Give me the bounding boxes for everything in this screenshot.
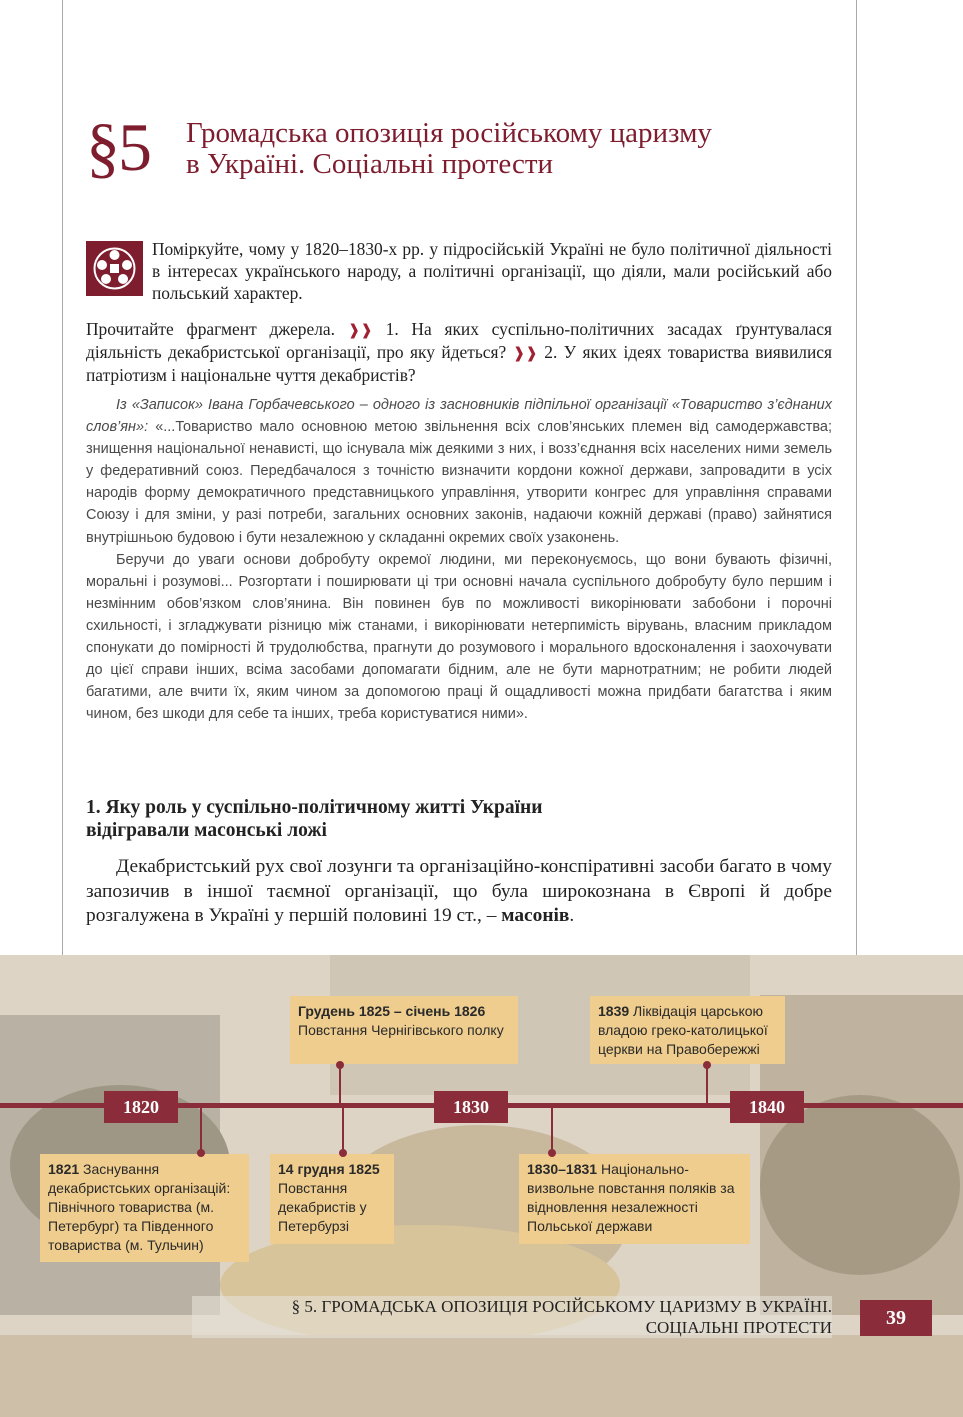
event-dot <box>336 1061 344 1069</box>
source-paragraph-2: Беручи до уваги основи добробуту окремої людини, ми переконуємось, що вони бувають фізичні, моральні і розумові... Розгортати і поширювати ці три основні начала суспільного добробуту було першим і незмінним обов’язком слов’янина. Він повинен був по можливості викорінювати забобони і порочні схильності, і згладжувати різницю між станами, і викорінювати нетерпимість вірувань, власним прикладом спонукати до помірності й трудолюбства, прагнути до розумового і морального вдосконалення і заохочувати до цієї справи інших, всіма засобами допомагати бідним, але не бути марнотратним; не робити людей багатими, але вчити їх, яким чином за допомогою праці й ощадливості можна придбати багатства і яким чином, без шкоди для себе та інших, треба користуватися ними». <box>86 551 832 723</box>
event-connector <box>551 1107 553 1154</box>
arrow-icon: ❱❱ <box>347 321 373 339</box>
timeline <box>0 955 963 1417</box>
section-title-line1: Громадська опозиція російському царизму <box>186 117 712 149</box>
subsection-heading-line1: 1. Яку роль у суспільно-політичному житті України <box>86 797 543 818</box>
event-text: Повстання Чернігівського полку <box>298 1022 504 1038</box>
think-task: Поміркуйте, чому у 1820–1830-х рр. у підросійській Україні не було політичної діяльності в інтересах українського народу, а політичні організації, що діяли, мали російський або польський характер. <box>152 239 832 303</box>
event-text: Ліквідація царською владою греко-католицької церкви на Правобережжі <box>598 1003 768 1057</box>
running-title-line1: § 5. ГРОМАДСЬКА ОПОЗИЦІЯ РОСІЙСЬКОМУ ЦАРИЗМУ В УКРАЇНІ. <box>291 1297 832 1316</box>
timeline-event <box>519 1154 750 1244</box>
read-question-2: 2. У яких ідеях товариства виявилися патріотизм і національне чуття декабристів? <box>86 342 832 385</box>
read-question-1: 1. На яких суспільно-політичних засадах ґрунтувалася діяльність декабристської організації, про яку йдеться? <box>86 319 832 362</box>
right-margin-line <box>856 0 857 960</box>
timeline-event <box>590 996 785 1064</box>
event-connector <box>200 1107 202 1154</box>
section-number: §5 <box>86 109 150 185</box>
event-date: Грудень 1825 – січень 1826 <box>298 1003 486 1019</box>
running-title <box>192 1296 832 1338</box>
event-date: 1839 <box>598 1003 630 1019</box>
timeline-event <box>270 1154 394 1244</box>
body-text: Декабристський рух свої лозунги та організаційно-конспіративні засоби багато в чому запозичив в іншої таємної організації, що була широкознана в Європі й добре розгалужена в Україні у першій половині 19 ст., – <box>86 856 832 926</box>
event-connector <box>342 1107 344 1154</box>
year-marker-1830: 1830 <box>434 1091 508 1123</box>
event-dot <box>197 1149 205 1157</box>
left-margin-line <box>62 0 63 960</box>
page-number: 39 <box>860 1300 932 1336</box>
section-title-line2: в Україні. Соціальні протести <box>186 148 554 180</box>
event-text: Заснування декабристських організацій: Північного товариства (м. Петербург) та Південного товариства (м. Тульчин) <box>48 1161 231 1253</box>
event-date: 1821 <box>48 1161 80 1177</box>
event-date: 1830–1831 <box>527 1161 598 1177</box>
source-excerpt <box>86 394 832 725</box>
body-end: . <box>569 905 575 926</box>
event-text: Повстання декабристів у Петербурзі <box>278 1180 367 1234</box>
group-discussion-icon <box>86 241 143 296</box>
timeline-event <box>40 1154 249 1262</box>
source-paragraph-1: «...Товариство мало основною метою звільнення всіх слов’янських племен від самодержавства; знищення національної ненависті, що існувала між деякими з них, і возз’єднання всіх населених ними земель у федеративний союз. Передбачалося з точністю визначити кордони кожної держави, запровадити в усіх народів форму демократичного представницького управління, утворити конгрес для управління справами Союзу і для зміни, у разі потреби, загальних основних законів, надаючи кожній державі (право) зайнятися внутрішньою будовою і бути незалежною у складанні окремих своїх узаконень. <box>86 419 832 546</box>
body-paragraph <box>86 855 832 929</box>
event-connector <box>339 1064 341 1104</box>
year-marker-1840: 1840 <box>730 1091 804 1123</box>
year-marker-1820: 1820 <box>104 1091 178 1123</box>
source-attribution: Із «Записок» Івана Горбачевського – одного із засновників підпільної організації «Товариство з’єднаних слов’ян»: <box>86 397 832 436</box>
event-date: 14 грудня 1825 <box>278 1161 380 1177</box>
event-text: Національно-визвольне повстання поляків за відновлення незалежності Польської держави <box>527 1161 735 1234</box>
read-task <box>86 318 832 386</box>
running-title-line2: СОЦІАЛЬНІ ПРОТЕСТИ <box>645 1318 832 1337</box>
section-title <box>186 118 806 180</box>
event-connector <box>706 1064 708 1104</box>
timeline-event <box>290 996 518 1064</box>
event-dot <box>548 1149 556 1157</box>
event-dot <box>339 1149 347 1157</box>
subsection-heading-line2: відігравали масонські ложі <box>86 820 327 841</box>
event-dot <box>703 1061 711 1069</box>
subsection-heading <box>86 796 786 842</box>
body-bold-term: масонів <box>501 905 570 926</box>
arrow-icon: ❱❱ <box>512 344 538 362</box>
read-intro: Прочитайте фрагмент джерела. <box>86 319 335 339</box>
